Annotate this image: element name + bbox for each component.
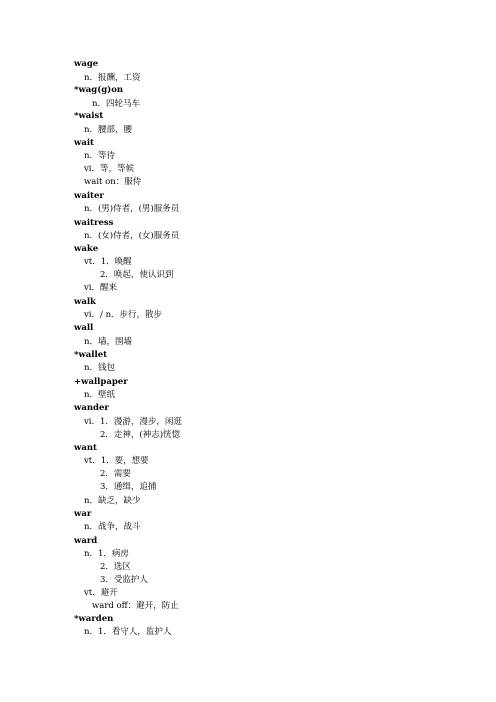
entry-definition: 3．受监护人 (100, 575, 148, 585)
entry-definition: 2．唤起，使认识到 (100, 270, 174, 280)
entry-headword: waiter (74, 191, 104, 201)
entry-headword: *wag(g)on (74, 85, 124, 95)
entry-headword: *warden (74, 614, 114, 624)
entry-definition: n．壁纸 (84, 390, 115, 400)
entry-definition: n．报酬，工资 (84, 73, 141, 83)
entry-definition: vt．避开 (84, 588, 118, 598)
entry-headword: *waist (74, 111, 104, 121)
entry-headword: war (74, 509, 92, 519)
entry-definition: 2．选区 (100, 562, 131, 572)
entry-definition: n．钱包 (84, 363, 115, 373)
entry-definition: 3．通缉，追捕 (100, 482, 157, 492)
entry-definition: n．等待 (84, 151, 115, 161)
entry-definition: vi．醒来 (84, 283, 118, 293)
entry-definition: ward off：避开，防止 (92, 601, 179, 611)
entry-definition: n．缺乏，缺少 (84, 496, 141, 506)
entry-definition: wait on：服侍 (84, 177, 142, 187)
entry-headword: wander (74, 403, 109, 413)
entry-definition: n．腰部，腰 (84, 125, 132, 135)
entry-headword: wage (74, 59, 99, 69)
entry-definition: n．四轮马车 (92, 99, 140, 109)
entry-definition: n．(男)侍者，(男)服务员 (84, 204, 180, 214)
entry-headword: +wallpaper (74, 377, 128, 387)
entry-headword: want (74, 443, 97, 453)
entry-headword: wake (74, 244, 99, 254)
entry-headword: wall (74, 323, 94, 333)
entry-headword: walk (74, 297, 96, 307)
entry-headword: *wallet (74, 350, 108, 360)
entry-definition: n．墙，围墙 (84, 337, 132, 347)
entry-headword: ward (74, 536, 98, 546)
entry-definition: n．1．看守人，监护人 (84, 627, 172, 637)
entry-definition: n．(女)侍者，(女)服务员 (84, 231, 180, 241)
entry-definition: vi．等，等候 (84, 164, 135, 174)
entry-definition: vt．1．要，想要 (84, 456, 149, 466)
entry-headword: wait (74, 138, 94, 148)
entry-definition: vi．/ n．步行，散步 (84, 310, 163, 320)
entry-definition: 2．走神，(神志)恍惚 (100, 430, 181, 440)
entry-definition: n．战争，战斗 (84, 522, 141, 532)
entry-definition: 2．需要 (100, 469, 131, 479)
entry-headword: waitress (74, 218, 114, 228)
entry-definition: vt．1．唤醒 (84, 257, 132, 267)
entry-definition: n．1．病房 (84, 549, 129, 559)
entry-definition: vi．1．漫游，漫步，闲逛 (84, 417, 182, 427)
